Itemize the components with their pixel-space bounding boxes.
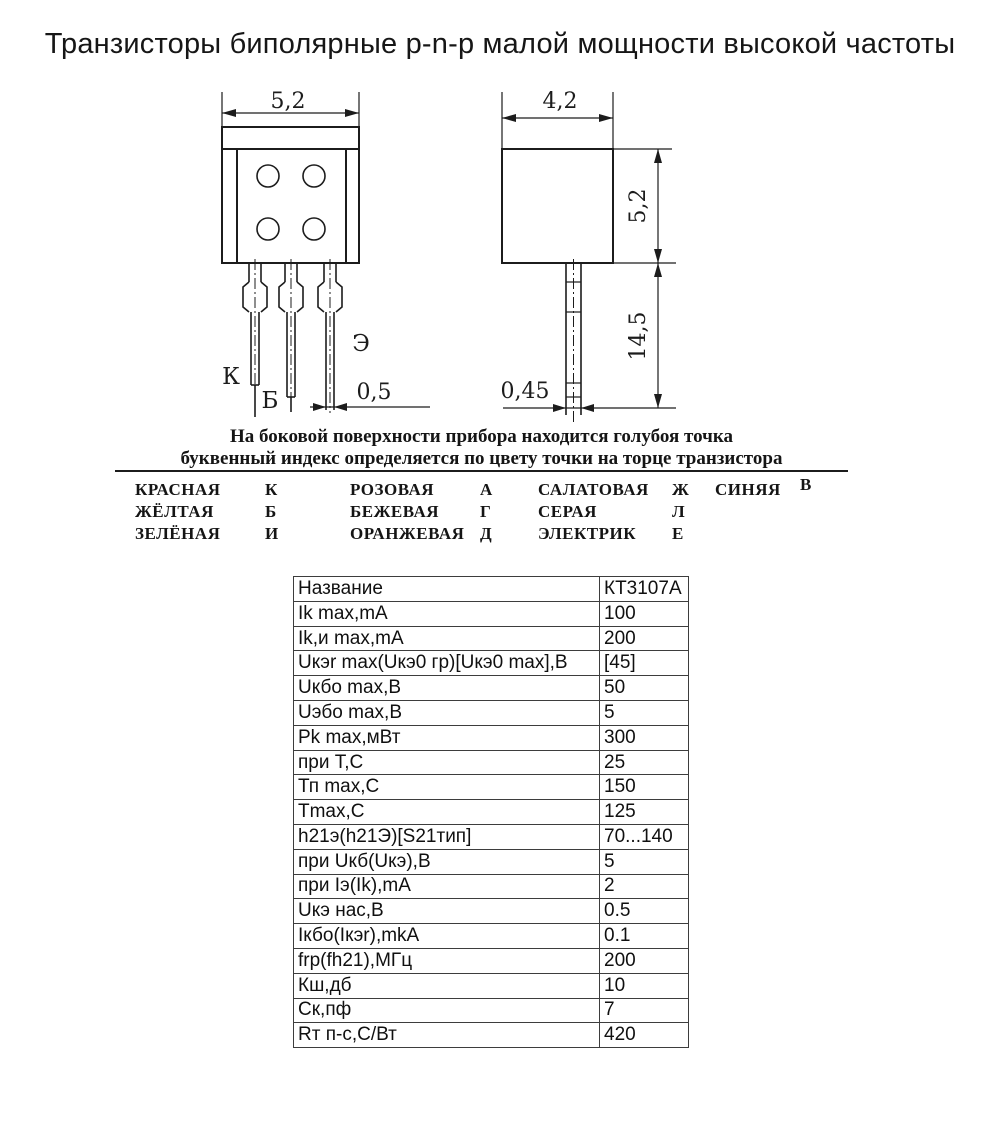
- param-label: Uкэ нас,В: [294, 899, 600, 924]
- param-value: 300: [600, 725, 689, 750]
- param-label: Uкбо max,В: [294, 676, 600, 701]
- param-value: [45]: [600, 651, 689, 676]
- param-label: h21э(h21Э)[S21тип]: [294, 824, 600, 849]
- param-value: 5: [600, 849, 689, 874]
- param-value: 70...140: [600, 824, 689, 849]
- color-name: СИНЯЯ: [715, 480, 781, 499]
- param-label: Ik,и max,mA: [294, 626, 600, 651]
- front-package-holes: [257, 165, 325, 240]
- front-lead-width-dimension: 0,5: [356, 380, 392, 405]
- color-name: БЕЖЕВАЯ: [350, 502, 440, 521]
- side-lead-length-dimension: 14,5: [626, 311, 651, 361]
- table-row: [294, 651, 689, 676]
- color-name: ЭЛЕКТРИК: [538, 524, 637, 543]
- color-name: ЗЕЛЁНАЯ: [135, 524, 221, 543]
- param-label: Ik max,mA: [294, 601, 600, 626]
- emitter-label: Э: [352, 331, 370, 357]
- param-label: Название: [294, 577, 600, 602]
- param-label: frp(fh21),МГц: [294, 948, 600, 973]
- table-row: [294, 948, 689, 973]
- color-index: Л: [672, 502, 686, 521]
- table-row: [294, 824, 689, 849]
- table-header-row: [294, 577, 689, 602]
- param-value: 50: [600, 676, 689, 701]
- param-label: Tmax,С: [294, 800, 600, 825]
- table-row: [294, 874, 689, 899]
- color-name: КРАСНАЯ: [135, 480, 221, 499]
- emitter-lead: [318, 259, 342, 413]
- side-view: [501, 89, 676, 425]
- front-view: [222, 89, 430, 417]
- param-value: КТ3107А: [600, 577, 689, 602]
- param-label: при Iэ(Ik),mA: [294, 874, 600, 899]
- note-line-1: На боковой поверхности прибора находится голубоя точка: [230, 426, 733, 447]
- param-value: 2: [600, 874, 689, 899]
- color-index: К: [265, 480, 278, 499]
- base-label: Б: [261, 388, 279, 414]
- color-index: [800, 523, 860, 545]
- side-package-outline: [502, 149, 613, 263]
- param-value: 7: [600, 998, 689, 1023]
- param-value: 0.1: [600, 924, 689, 949]
- param-label: Iкбо(Iкэr),mkA: [294, 924, 600, 949]
- color-index: Е: [672, 524, 684, 543]
- table-row: [294, 725, 689, 750]
- color-dot-note: [115, 426, 848, 470]
- collector-label: К: [222, 364, 240, 390]
- color-index: Д: [480, 524, 493, 543]
- table-row: [294, 700, 689, 725]
- color-index: [800, 501, 860, 523]
- table-row: [294, 676, 689, 701]
- note-line-2: буквенный индекс определяется по цвету точки на торце транзистора: [180, 448, 783, 469]
- param-label: Pk max,мВт: [294, 725, 600, 750]
- param-value: 100: [600, 601, 689, 626]
- side-body-height-dimension: 5,2: [626, 188, 651, 224]
- table-row: [294, 800, 689, 825]
- parameters-table: [293, 576, 689, 1048]
- table-row: [294, 750, 689, 775]
- param-value: 200: [600, 626, 689, 651]
- color-index: Г: [480, 502, 492, 521]
- note-underline: [115, 470, 848, 472]
- param-label: Ск,пф: [294, 998, 600, 1023]
- param-label: Rт п-с,С/Вт: [294, 1023, 600, 1048]
- color-index: И: [265, 524, 279, 543]
- table-row: [294, 973, 689, 998]
- param-label: при Uкб(Uкэ),В: [294, 849, 600, 874]
- param-value: 150: [600, 775, 689, 800]
- front-package-outline: [222, 127, 359, 263]
- color-name: [715, 501, 800, 523]
- param-value: 0.5: [600, 899, 689, 924]
- table-row: [294, 626, 689, 651]
- color-index: А: [480, 480, 493, 499]
- side-lead: [566, 259, 581, 425]
- color-code-table: [135, 475, 860, 545]
- color-index: В: [800, 475, 812, 494]
- front-body-width-dimension: 5,2: [270, 89, 306, 114]
- table-row: [294, 899, 689, 924]
- color-name: ОРАНЖЕВАЯ: [350, 524, 465, 543]
- side-body-width-dimension: 4,2: [542, 89, 578, 114]
- param-label: Uкэr max(Uкэ0 гр)[Uкэ0 max],В: [294, 651, 600, 676]
- color-index: Ж: [672, 480, 690, 499]
- param-label: Кш,дб: [294, 973, 600, 998]
- color-name: САЛАТОВАЯ: [538, 480, 649, 499]
- table-row: [294, 1023, 689, 1048]
- param-value: 125: [600, 800, 689, 825]
- param-label: при Т,С: [294, 750, 600, 775]
- color-name: СЕРАЯ: [538, 502, 597, 521]
- table-row: [294, 998, 689, 1023]
- side-lead-width-dimension: 0,45: [500, 379, 550, 404]
- color-name: [715, 523, 800, 545]
- param-value: 420: [600, 1023, 689, 1048]
- param-value: 200: [600, 948, 689, 973]
- param-value: 25: [600, 750, 689, 775]
- table-row: [294, 775, 689, 800]
- package-drawing: [100, 85, 700, 430]
- base-lead: [279, 259, 303, 412]
- table-row: [294, 849, 689, 874]
- param-label: Тп max,С: [294, 775, 600, 800]
- param-label: Uэбо max,В: [294, 700, 600, 725]
- param-value: 10: [600, 973, 689, 998]
- param-value: 5: [600, 700, 689, 725]
- color-name: ЖЁЛТАЯ: [135, 502, 214, 521]
- color-name: РОЗОВАЯ: [350, 480, 435, 499]
- page-title: Транзисторы биполярные p-n-p малой мощности высокой частоты: [44, 28, 956, 60]
- color-index: Б: [265, 502, 277, 521]
- table-row: [294, 601, 689, 626]
- table-row: [294, 924, 689, 949]
